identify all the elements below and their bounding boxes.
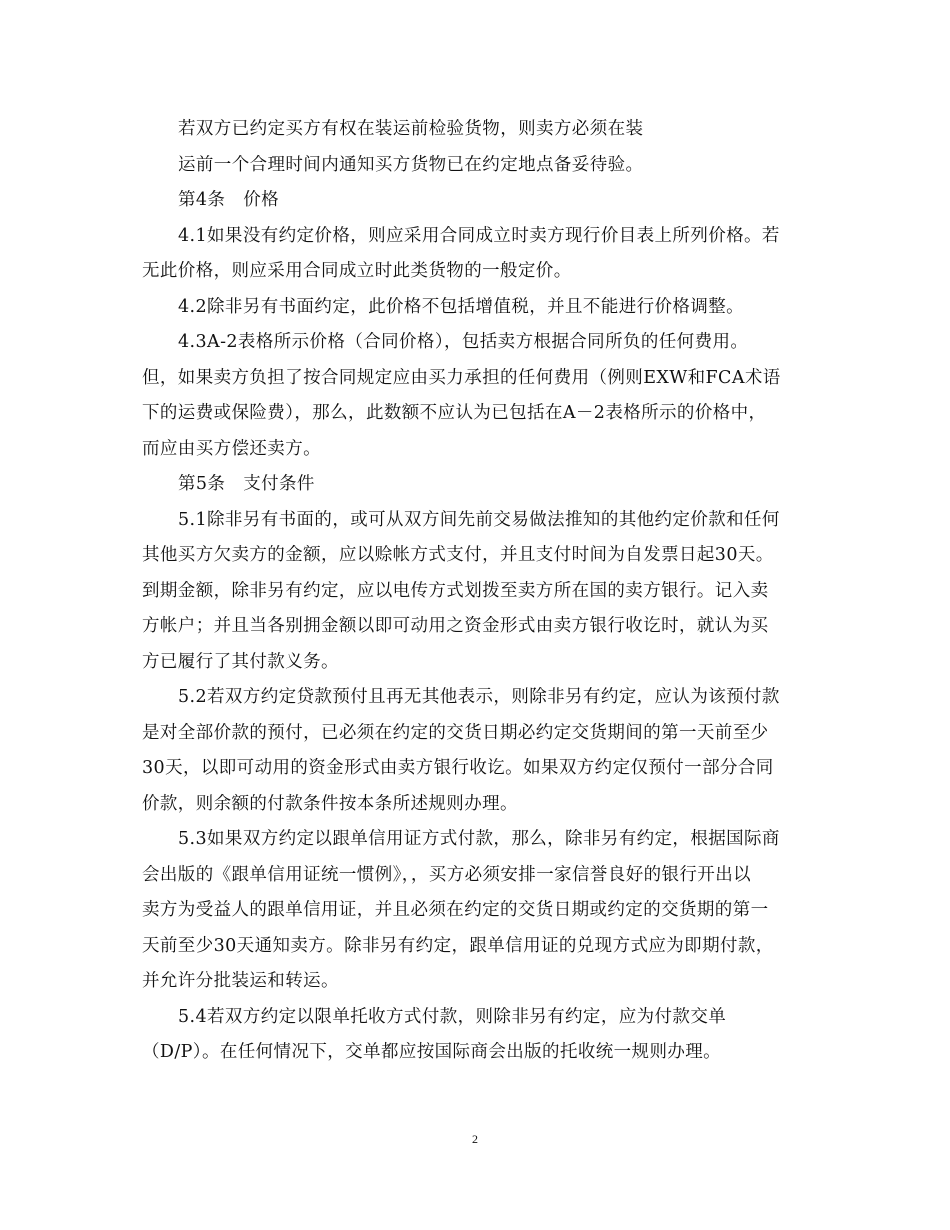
text-line: 4.1如果没有约定价格，则应采用合同成立时卖方现行价目表上所列价格。若	[178, 225, 780, 246]
document-body	[142, 112, 810, 1071]
text-line: 天前至少30天通知卖方。除非另有约定，跟单信用证的兑现方式应为即期付款，	[142, 935, 774, 956]
text-line: 方已履行了其付款义务。	[142, 651, 339, 672]
text-line: 第4条 价格	[178, 190, 280, 210]
text-line: 若双方已约定买方有权在装运前检验货物，则卖方必须在装	[178, 119, 644, 139]
text-line: 而应由买方偿还卖方。	[142, 438, 321, 459]
text-line: 价款，则余额的付款条件按本条所述规则办理。	[142, 793, 518, 814]
text-line: 无此价格，则应采用合同成立时此类货物的一般定价。	[142, 261, 572, 281]
text-line: 5.1除非另有书面的，或可从双方间先前交易做法推知的其他约定价款和任何	[178, 509, 780, 530]
page-number: 2	[472, 1132, 478, 1146]
text-line: 其他买方欠卖方的金额，应以赊帐方式支付，并且支付时间为自发票日起30天。	[142, 545, 774, 565]
text-line: 会出版的《跟单信用证统一惯例》，，买方必须安排一家信誉良好的银行开出以	[142, 864, 751, 885]
text-line: 4.3A-2表格所示价格（合同价格），包括卖方根据合同所负的任何费用。	[178, 332, 749, 352]
text-line: 第5条 支付条件	[178, 474, 315, 494]
text-line: 4.2除非另有书面约定，此价格不包括增值税，并且不能进行价格调整。	[178, 296, 745, 317]
text-line: 下的运费或保险费），那么，此数额不应认为已包括在A－2表格所示的价格中，	[142, 403, 767, 423]
text-line: 运前一个合理时间内通知买方货物已在约定地点备妥待验。	[178, 154, 644, 175]
text-line: 5.3如果双方约定以跟单信用证方式付款，那么，除非另有约定，根据国际商	[178, 829, 780, 849]
text-line: 卖方为受益人的跟单信用证，并且必须在约定的交货日期或约定的交货期的第一	[142, 900, 769, 920]
text-line: 是对全部价款的预付，已必须在约定的交货日期必约定交货期间的第一天前至少	[142, 722, 769, 743]
text-line: 到期金额，除非另有约定，应以电传方式划拨至卖方所在国的卖方银行。记入卖	[142, 580, 769, 601]
text-line: 方帐户；并且当各别拥金额以即可动用之资金形式由卖方银行收讫时，就认为买	[142, 616, 769, 636]
text-line: 5.4若双方约定以限单托收方式付款，则除非另有约定，应为付款交单	[178, 1006, 727, 1027]
text-line: 但，如果卖方负担了按合同规定应由买力承担的任何费用（例则EXW和FCA术语	[142, 367, 781, 388]
text-line: 5.2若双方约定贷款预付且再无其他表示，则除非另有约定，应认为该预付款	[178, 687, 780, 707]
text-line: 并允许分批装运和转运。	[142, 971, 339, 991]
text-line: 30天，以即可动用的资金形式由卖方银行收讫。如果双方约定仅预付一部分合同	[142, 758, 774, 778]
text-line: （D/P）。在任何情况下，交单都应按国际商会出版的托收统一规则办理。	[142, 1042, 722, 1062]
